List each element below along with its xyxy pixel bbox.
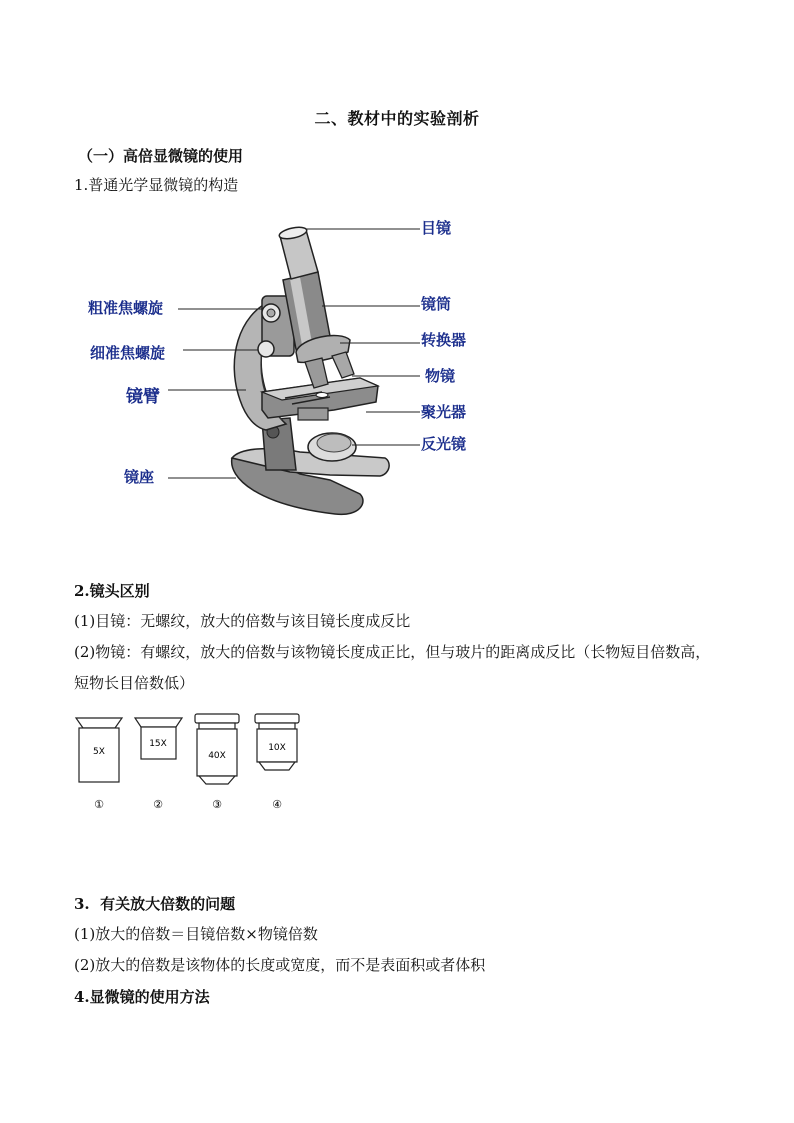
item-lens-difference-heading: 2.镜头区别	[74, 582, 150, 600]
lens-3-objective	[195, 714, 239, 784]
lens-3-mag: 40X	[208, 751, 226, 761]
item-microscope-structure: 1.普通光学显微镜的构造	[74, 176, 239, 194]
fine-knob	[258, 341, 274, 357]
item-magnification-formula: (1)放大的倍数＝目镜倍数×物镜倍数	[74, 925, 318, 943]
item-usage-heading: 4.显微镜的使用方法	[74, 988, 210, 1006]
objective-2	[332, 352, 354, 378]
item-magnification-meaning: (2)放大的倍数是该物体的长度或宽度，而不是表面积或者体积	[74, 956, 486, 974]
label-fine-focus: 细准焦螺旋	[90, 344, 166, 362]
label-condenser: 聚光器	[421, 403, 467, 421]
lens-1-mag: 5X	[93, 747, 105, 757]
section-heading-high-power-microscope: （一）高倍显微镜的使用	[78, 147, 244, 165]
lens-1-number: ①	[94, 798, 104, 811]
objective-1	[305, 358, 328, 388]
lens-4-objective	[255, 714, 299, 770]
label-mirror: 反光镜	[421, 435, 467, 453]
label-coarse-focus: 粗准焦螺旋	[88, 299, 164, 317]
label-base: 镜座	[124, 468, 155, 486]
item-objective-rule: (2)物镜：有螺纹，放大的倍数与该物镜长度成正比，但与玻片的距离成反比（长物短目倍数高，短物长目倍数低）	[74, 643, 711, 692]
item-magnification-heading: 3. 有关放大倍数的问题	[74, 895, 236, 913]
microscope-diagram	[0, 200, 794, 530]
lens-diagram	[70, 710, 310, 820]
condenser-shape	[298, 408, 328, 420]
label-objective: 物镜	[425, 367, 456, 385]
lens-3-number: ③	[212, 798, 222, 811]
label-eyepiece: 目镜	[421, 219, 452, 237]
lens-2-number: ②	[153, 798, 163, 811]
page-title: 二、教材中的实验剖析	[314, 109, 480, 128]
lens-4-mag: 10X	[268, 743, 286, 753]
label-nosepiece: 转换器	[421, 331, 467, 349]
label-tube: 镜筒	[421, 295, 452, 313]
lens-2-mag: 15X	[149, 739, 167, 749]
lens-4-number: ④	[272, 798, 282, 811]
label-arm: 镜臂	[126, 387, 160, 407]
item-eyepiece-rule: (1)目镜：无螺纹，放大的倍数与该目镜长度成反比	[74, 612, 411, 630]
